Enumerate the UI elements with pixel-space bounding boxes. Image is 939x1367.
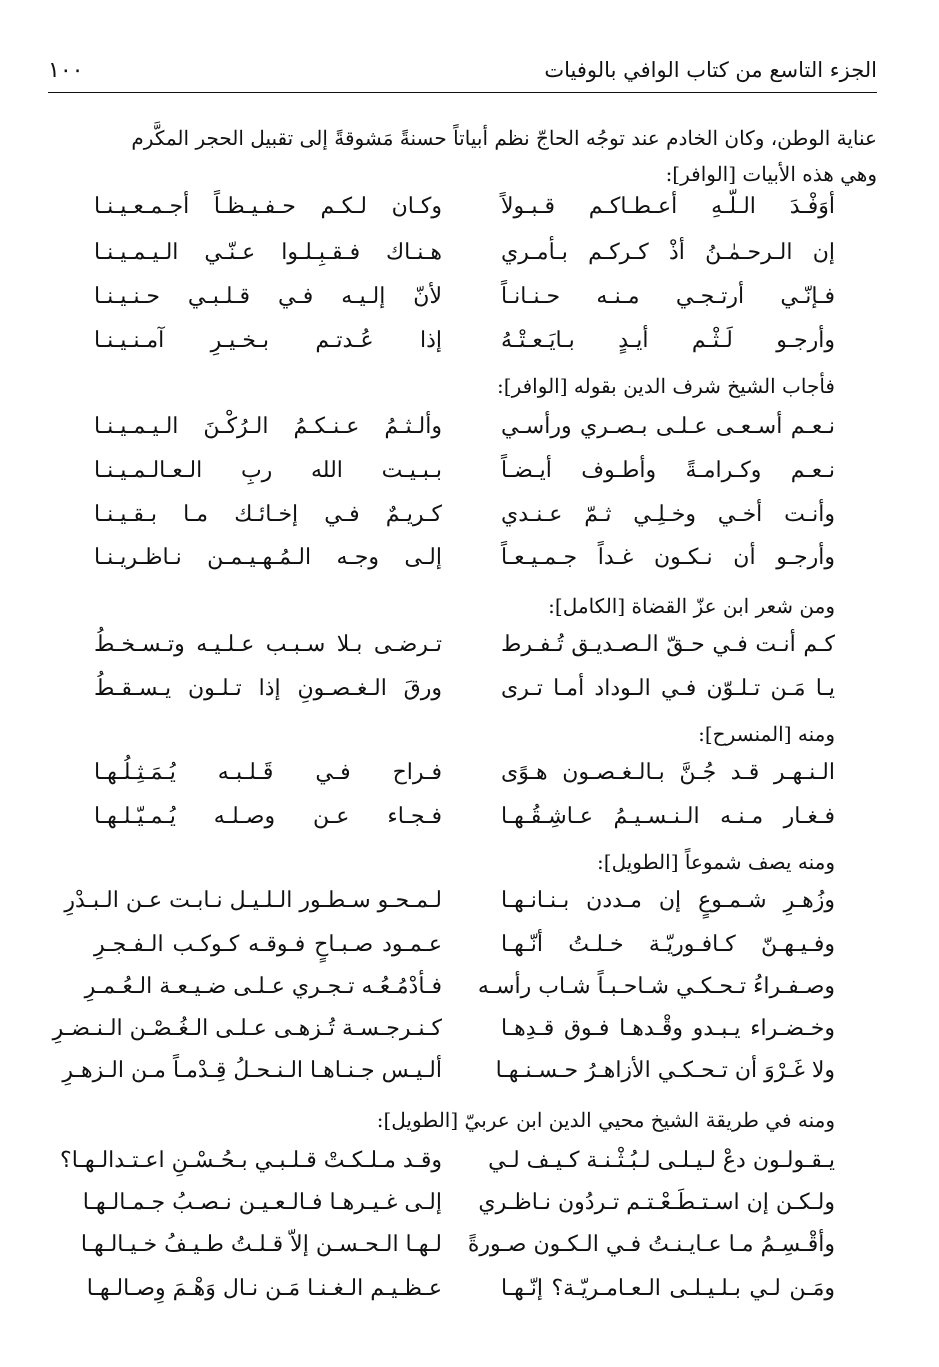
verse-first-hemistich: وزُهـرِ شـمـوعٍ إن مـددن بـنـانـهـا	[501, 888, 835, 913]
verse-second-hemistich: هـنـاك فـقـبِـلـوا عـنّـي الـيـمـيـنـا	[94, 240, 442, 265]
verse	[0, 932, 939, 972]
section-heading: ومنه [المنسرح]:	[698, 722, 835, 746]
verse	[0, 1058, 939, 1098]
verse	[0, 1016, 939, 1056]
verse-first-hemistich: وأرجـو لَـثْـم أيـدٍ بـايَـعـتْـهُ	[501, 328, 835, 353]
verse	[0, 632, 939, 672]
verse-first-hemistich: وصـفـراءُ تـحـكـي شـاحـبـاً شـاب رأسـه	[477, 974, 835, 999]
verse-second-hemistich: لـمـحـو سـطـور الـلـيـل نـابـت عـن الـبـدْرِ	[64, 888, 442, 913]
verse-first-hemistich: نـعـم أسـعـى عـلـى بـصـري ورأسـي	[501, 414, 835, 439]
verse-second-hemistich: وقـد مـلـكـتْ قـلـبـي بـحُـسْـنِ اعـتـدالـهـا؟	[60, 1148, 442, 1173]
verse	[0, 804, 939, 844]
verse-first-hemistich: يـا مَـن تـلـوّن فـي الـوداد أمـا تـرى	[501, 676, 835, 701]
verse-second-hemistich: بـبـيـت الله ربِ الـعـالـمـيـنـا	[94, 458, 442, 483]
verse-second-hemistich: فـراح فـي قَـلـبـه يُـمَـثِـلُـهـا	[94, 760, 442, 785]
verse-first-hemistich: إن الـرحـمٰـنُ أذْ كـركـم بـأمـري	[501, 240, 835, 265]
intro-line: عناية الوطن، وكان الخادم عند توجُه الحاجّ نظم أبياتاً حسنةً مَشوقةً إلى تقبيل الحجر المكَّرم	[131, 126, 877, 150]
verse-first-hemistich: ولـكـن إن اسـتـطَـعْـتـم تـردُون نـاظـري	[478, 1190, 835, 1215]
verse	[0, 502, 939, 542]
verse-second-hemistich: كـنـرجـسـة تُـزهـى عـلـى الـغُـصْـن الـنـضـرِ	[52, 1016, 442, 1041]
verse-first-hemistich: كـم أنـت فـي حـقّ الـصـديـق تُـفـرط	[501, 632, 835, 657]
verse-second-hemistich: عـمـود صـبـاحٍ فـوقـه كـوكـب الـفـجـرِ	[94, 932, 442, 957]
section-heading: ومن شعر ابن عزّ القضاة [الكامل]:	[548, 594, 835, 618]
verse-second-hemistich: إلـى وجـه الـمُـهـيـمـن نـاظـريـنـا	[94, 545, 442, 570]
section-heading: ومنه في طريقة الشيخ محيي الدين ابن عربيّ [الطويل]:	[376, 1108, 835, 1132]
verse	[0, 676, 939, 716]
running-header	[48, 56, 877, 93]
page-number: ١٠٠	[48, 58, 84, 83]
verse-first-hemistich: وأرجـو أن نـكـون غـداً جـمـيـعـاً	[501, 545, 835, 570]
verse-second-hemistich: كـريـمٌ فـي إخـائـك مـا بـقـيـنـا	[94, 502, 442, 527]
verse	[0, 545, 939, 585]
verse-second-hemistich: فـأدْمُـعُـه تـجـري عـلـى ضـيـعـة الـعُـمـرِ	[84, 974, 442, 999]
verse-first-hemistich: أوَفْـدَ الـلّـهِ أعـطـاكـم قـبـولاً	[501, 194, 835, 219]
verse-second-hemistich: عـظـيـم الـغـنـا مَـن نـال وَهْـمَ وِصـالـهـا	[86, 1276, 442, 1301]
intro-line: وهي هذه الأبيات [الوافر]:	[665, 162, 877, 186]
verse-second-hemistich: ورقَ الـغـصـونِ إذا تـلـون يـسـقـطُ	[94, 676, 442, 701]
verse-second-hemistich: تـرضـى بـلا سـبـب عـلـيـه وتـسـخـطُ	[94, 632, 442, 657]
verse	[0, 458, 939, 498]
verse-first-hemistich: فـغـار مـنـه الـنـسـيـمُ عـاشِـقُـهـا	[501, 804, 835, 829]
verse	[0, 284, 939, 324]
verse	[0, 1276, 939, 1316]
verse	[0, 1190, 939, 1230]
verse	[0, 888, 939, 928]
verse-first-hemistich: ولا غَـرْوَ أن تـحـكـي الأزاهـرُ حـسـنـهـا	[495, 1058, 835, 1083]
verse-first-hemistich: يـقـولـون دعْ لـيـلـى لـبُـثْـنـة كـيـف لـي	[488, 1148, 835, 1173]
verse-first-hemistich: نـعـم وكـرامـةً وأطـوف أيـضـاً	[501, 458, 835, 483]
verse-first-hemistich: وخـضـراء يـبـدو وقْـدهـا فـوق قـدِهـا	[501, 1016, 835, 1041]
intro-paragraph	[48, 120, 877, 192]
verse	[0, 240, 939, 280]
verse	[0, 414, 939, 454]
verse-first-hemistich: فـإنّـي أرتـجـي مـنـه حـنـانـاً	[501, 284, 835, 309]
section-heading: فأجاب الشيخ شرف الدين بقوله [الوافر]:	[497, 374, 835, 398]
section-heading: ومنه يصف شموعاً [الطويل]:	[597, 850, 835, 874]
verse-second-hemistich: لـهـا الـحـسـن إلاّ قـلـتُ طـيـفُ خـيـالـهـا	[80, 1232, 442, 1257]
verse-second-hemistich: وكـان لـكـم حـفـيـظـاً أجـمـعـيـنـا	[94, 194, 442, 219]
verse	[0, 328, 939, 368]
header-title: الجزء التاسع من كتاب الوافي بالوفيات	[544, 58, 877, 82]
verse	[0, 194, 939, 234]
verse	[0, 1232, 939, 1272]
verse-first-hemistich: وأقْـسِـمُ مـا عـايـنـتُ فـي الـكـون صـورةً	[467, 1232, 835, 1257]
verse-second-hemistich: وألـثـمُ عـنـكـمُ الـرُكْـنَ الـيـمـيـنـا	[94, 414, 442, 439]
verse-first-hemistich: وأنـت أخـي وخـلِـي ثـمّ عـنـدي	[501, 502, 835, 527]
verse-second-hemistich: إلـى غـيـرهـا فـالـعـيـن نـصـبُ جـمـالـهـا	[82, 1190, 442, 1215]
verse-first-hemistich: الـنـهـر قـد جُـنَّ بـالـغـصـون هـوًى	[501, 760, 835, 785]
verse	[0, 760, 939, 800]
verse	[0, 974, 939, 1014]
verse	[0, 1148, 939, 1188]
verse-first-hemistich: وفـيـهـنّ كـافـوريّـة خـلـتُ أنّـهـا	[501, 932, 835, 957]
verse-second-hemistich: لأنّ إلـيـه فـي قـلـبـي حـنـيـنـا	[94, 284, 442, 309]
verse-second-hemistich: إذا عُـدتـم بـخـيـرِ آمـنـيـنـا	[94, 328, 442, 353]
verse-first-hemistich: ومَـن لـي بـلـيـلـى الـعـامـريّـة؟ إنّـهـا	[501, 1276, 835, 1301]
verse-second-hemistich: ألـيـس جـنـاهـا الـنـحـلُ قِـدْمـاً مـن الـزهـرِ	[62, 1058, 442, 1083]
verse-second-hemistich: فـجـاء عـن وصـلـه يُـمـيّـلـهـا	[94, 804, 442, 829]
